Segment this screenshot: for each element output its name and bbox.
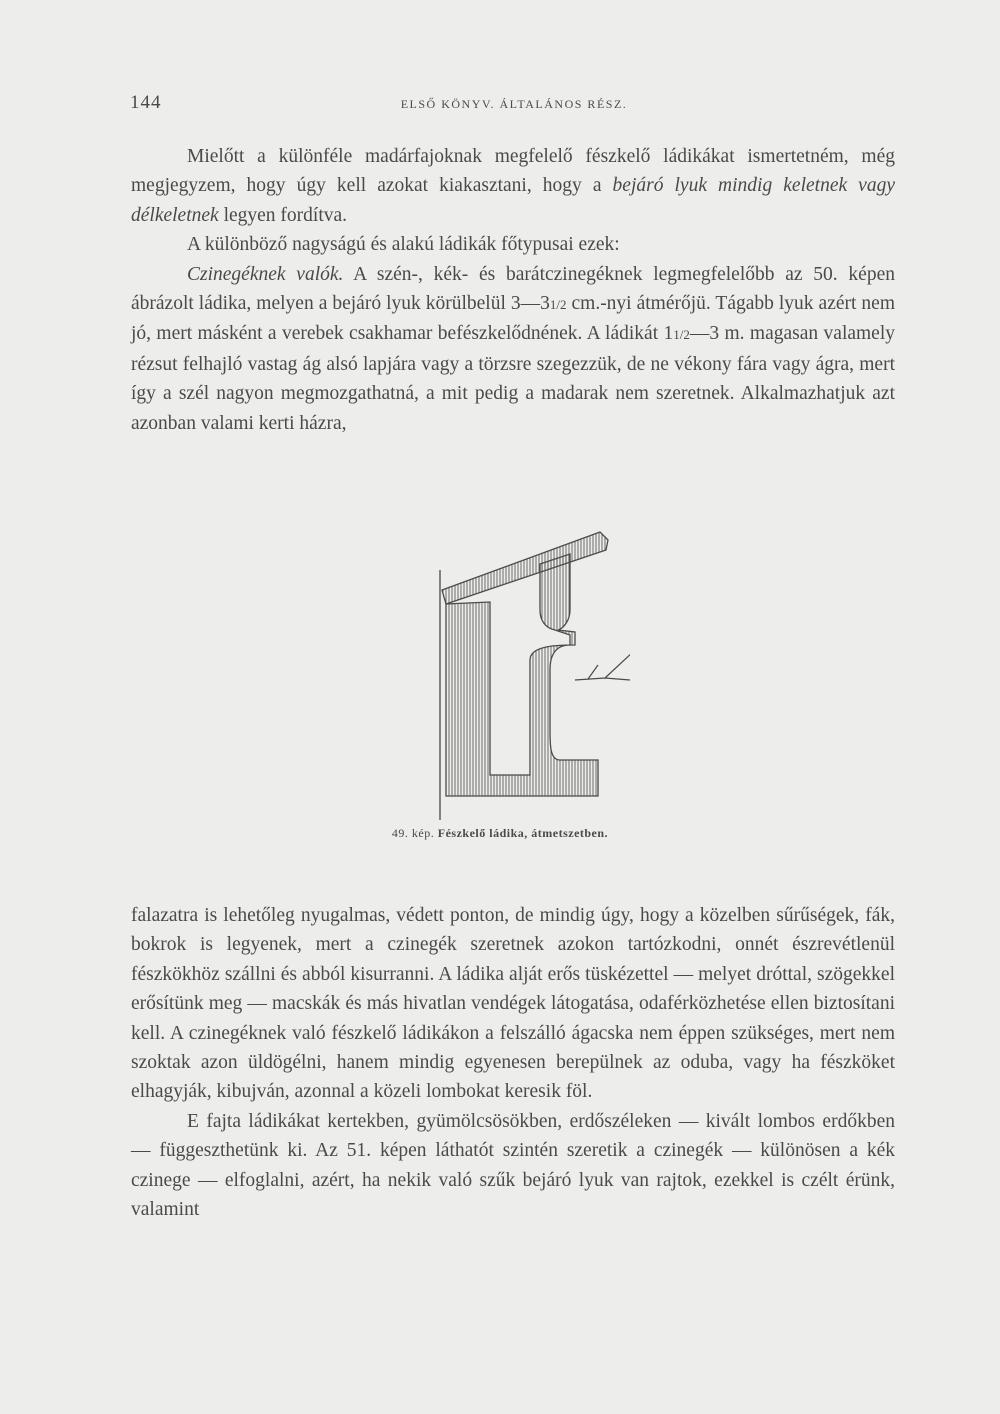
page-header	[130, 92, 898, 116]
text-block-top	[131, 142, 895, 438]
text-block-bottom	[131, 901, 895, 1224]
figure-caption	[300, 826, 700, 841]
paragraph	[131, 142, 895, 230]
figure-number: 49. kép.	[391, 826, 435, 840]
text-run: legyen fordítva.	[218, 204, 348, 226]
paragraph: falazatra is lehetőleg nyugalmas, védett ponton, de mindig úgy, hogy a közelben sűrűségek, fák, bokrok is legyenek, mert a czinegék szeretnek azokon tartózkodni, onnét észrevétlenül fészkökhöz szállni és abból kisurranni. A ládika alját erős tüskézettel — melyet dróttal, szögekkel erősítünk meg — macskák és más hivatlan vendégek látogatása, odaférközhetése ellen biztosítani kell. A czinegéknek való fészkelő ládikákon a felszálló ágacska nem éppen szükséges, mert nem szoktak azon üldögélni, hanem mindig egyenesen berepülnek az oduba, vagy ha fészköket elhagyják, kibujván, azonnal a közeli lombokat keresik föl.	[131, 905, 895, 1103]
text-run: Mielőtt a különféle madárfajoknak megfelelő fészkelő ládikákat ismertetném, még megjegyzem, hogy úgy kell azokat kiakasztani, hogy a	[131, 146, 895, 197]
text-run: A szén-, kék- és barátczinegéknek legmegfelelőbb az 50. képen ábrázolt ládika, melyen a bejáró lyuk körülbelül 3—3	[131, 263, 895, 315]
paragraph	[131, 260, 895, 438]
page-number: 144	[130, 92, 162, 113]
text-run: —3 m. magasan valamely rézsut felhajló vastag ág alsó lapjára vagy a törzsre szegezzük, de ne vékony fára vagy ágra, mert így a szél nagyon megmozgathatná, a mit pedig a madarak nem szeretnek. Alkalmazhatjuk azt azonban valami kerti házra,	[131, 323, 896, 434]
figure-caption-text: Fészkelő ládika, átmetszetben.	[437, 826, 609, 840]
nest-box-cross-section-illustration	[430, 520, 630, 820]
paragraph: A különböző nagyságú és alakú ládikák főtypusai ezek:	[187, 234, 620, 256]
running-head: ELSŐ KÖNYV. ÁLTALÁNOS RÉSZ.	[400, 97, 628, 111]
fraction: 1/2	[549, 297, 567, 313]
paragraph: E fajta ládikákat kertekben, gyümölcsösökben, erdőszéleken — kivált lombos erdőkben — függeszthetünk ki. Az 51. képen láthatót szintén szeretik a czinegék — különösen a kék czinege — elfoglalni, azért, ha nekik való szűk bejáró lyuk van rajtok, ezekkel is czélt érünk, valamint	[131, 1110, 895, 1221]
fraction: 1/2	[673, 327, 690, 343]
italic-text: bejáró lyuk mindig keletnek vagy délkeletnek	[131, 175, 895, 226]
text-run: cm.-nyi átmérőjü. Tágabb lyuk azért nem jó, mert másként a verebek csakhamar befészkelődnének. A ládikát 1	[131, 293, 895, 345]
section-heading-italic: Czinegéknek valók.	[187, 263, 344, 285]
